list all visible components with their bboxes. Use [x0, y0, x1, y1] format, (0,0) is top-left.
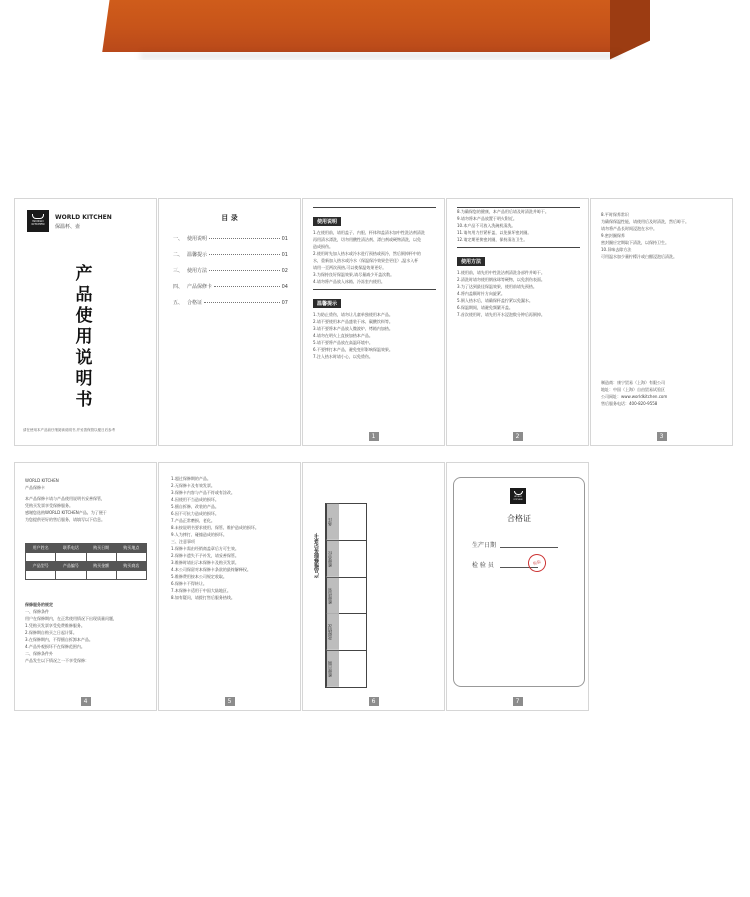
- toc-dots: [214, 286, 280, 287]
- toc-item-label: 使用说明: [187, 236, 208, 242]
- inspector-label: 检 验 员: [472, 562, 494, 569]
- text-line: 6.因不可抗力造成的损坏。: [171, 511, 219, 516]
- text-line: 4.请勿将产品放入冰箱、冷冻室内使用。: [313, 279, 385, 284]
- toc-item-number: 三、: [173, 268, 184, 274]
- text-line: 7.注入热水时请小心，以免烫伤。: [313, 354, 373, 359]
- record-label: 备注: [326, 504, 339, 540]
- section-header-usage: 使用说明: [313, 217, 341, 226]
- method-text: [457, 269, 580, 318]
- page-number: 2: [513, 432, 523, 441]
- warranty-intro: [25, 495, 148, 523]
- production-date-label: 生产日期: [472, 542, 497, 549]
- table-header-cell: 联系电话: [56, 544, 86, 553]
- cover-footer-note: 请在使用本产品前仔细阅读说明书,并妥善保管以便日后参考: [23, 428, 116, 432]
- text-line: 7.产品正常磨损、老化。: [171, 518, 215, 523]
- title-char: 书: [75, 390, 93, 410]
- usage-text: [313, 229, 436, 285]
- toc-list: [173, 235, 288, 315]
- warranty-title: 产品保修卡: [25, 485, 45, 490]
- record-row: [326, 651, 366, 687]
- toc-item-label: 使用方法: [187, 268, 208, 274]
- text-line: 10.本产品不可放入洗碗机清洗。: [457, 223, 516, 228]
- text-line: 1.凭购买发票享受免费维修服务。: [25, 623, 85, 628]
- record-row: [326, 614, 366, 651]
- conditions-page: [158, 462, 301, 711]
- text-line: 4.产品外观损坏不在保修范围内。: [25, 644, 85, 649]
- toc-item[interactable]: [173, 299, 288, 306]
- product-box-image: [0, 0, 750, 60]
- text-line: 8.为确保您的健康，本产品用后请及时清洗并晾干。: [457, 209, 549, 214]
- text-line: 6.不要摔打本产品，避免变形影响保温效果。: [313, 347, 393, 352]
- repair-record-table: [325, 503, 367, 688]
- text-line: 1.超过保修期的产品。: [171, 476, 211, 481]
- repair-record-page: [302, 462, 445, 711]
- text-line: 3.为保持良好保温效果,请尽量减少开盖次数。: [313, 272, 395, 277]
- brand-name-cn: 保温杯、壶: [55, 224, 81, 230]
- toc-item[interactable]: [173, 267, 288, 274]
- record-row: [326, 504, 366, 541]
- company-website: 公司网址：www.worldkitchen.com: [601, 394, 668, 399]
- text-line: 11.请勿用力拧紧杯盖，以免损坏密封圈。: [457, 230, 532, 235]
- warranty-info-table: [25, 543, 147, 580]
- title-char: 使: [75, 306, 93, 326]
- text-line: 2.使用时先加入热水或冷水进行预热或预冷，然后倒掉杯中的: [313, 251, 421, 256]
- service-hotline: 售后服务电话：400-820-9558: [601, 401, 658, 406]
- text-line: 5.维修费用按本公司规定收取。: [171, 574, 227, 579]
- care-page: [590, 198, 733, 446]
- text-line: 6.保修卡不得转让。: [171, 581, 207, 586]
- certificate-card: [453, 477, 585, 687]
- record-row: [326, 541, 366, 578]
- text-line: 可用温水加少量柠檬汁或白醋浸泡后清洗。: [601, 254, 677, 259]
- toc-item[interactable]: [173, 235, 288, 242]
- production-date-field: [500, 547, 558, 548]
- conditions-text: [171, 475, 292, 601]
- manual-title: [72, 264, 96, 411]
- table-header-cell: 产品编号: [56, 562, 86, 571]
- text-line: 感谢您选购WORLD KITCHEN产品。为了便于: [25, 510, 107, 515]
- toc-item-page: 01: [281, 252, 288, 258]
- text-line: 1.保修卡需由经销商盖章后方可生效。: [171, 546, 239, 551]
- toc-dots: [209, 238, 280, 239]
- toc-item[interactable]: [173, 251, 288, 258]
- title-char: 品: [75, 285, 93, 305]
- text-line: 5.擅自拆修、改装的产品。: [171, 504, 219, 509]
- text-line: 9.人为摔打、碰撞造成的损坏。: [171, 532, 227, 537]
- instructions-page: [302, 198, 445, 446]
- text-line: 1.在使用前，请用盖子、内胆、杯体和盖清水加中性洗洁剂清洗: [313, 230, 425, 235]
- toc-item-page: 01: [281, 236, 288, 242]
- toc-item-label: 合格证: [187, 300, 203, 306]
- warranty-page: [14, 462, 157, 711]
- cup-icon: [514, 491, 523, 495]
- toc-item-page: 07: [281, 300, 288, 306]
- text-line: 6.保温期间，请避免频繁开盖。: [457, 305, 513, 310]
- text-line: 产品发生以下情况之一不享受保修：: [25, 658, 89, 663]
- toc-item-page: 04: [281, 284, 288, 290]
- toc-heading: 目 录: [221, 214, 238, 222]
- table-header-cell: 用户姓名: [26, 544, 56, 553]
- title-char: 说: [75, 348, 93, 368]
- text-line: 4.请勿在明火上直接加热本产品。: [313, 333, 373, 338]
- text-line: 8.如有疑问，请拨打售后服务热线。: [171, 595, 235, 600]
- text-line: 再用清水漂洗，切勿用酸性清洁剂、漂白剂或硬物清洗，以免: [313, 237, 421, 242]
- text-line: 造成损伤。: [313, 244, 333, 249]
- inspection-stamp: 检验: [525, 551, 548, 574]
- tips-text: [313, 311, 436, 360]
- record-label: 维修单位: [326, 541, 339, 577]
- text-line: 9.请勿将本产品放置于明火附近。: [457, 216, 517, 221]
- text-line: 请用一至两次预热,可以使保温效果更好。: [313, 265, 387, 270]
- text-line: 1.使用前，请先用中性洗洁剂清洗各部件并晾干。: [457, 270, 545, 275]
- toc-item-number: 一、: [173, 236, 184, 242]
- text-line: 7.本保修卡适用于中国大陆地区。: [171, 588, 231, 593]
- table-header-cell: 购买日期: [86, 544, 116, 553]
- text-line: 8.平时保养常识: [601, 212, 629, 217]
- toc-item-number: 二、: [173, 252, 184, 258]
- text-line: 3.保修卡内容与产品不符或有涂改。: [171, 490, 235, 495]
- toc-item-number: 四、: [173, 284, 184, 290]
- text-line: 7.首次使用时，请先用开水浸泡数分钟后再倒掉。: [457, 312, 545, 317]
- text-line: 用户在保修期内，在正常使用情况下出现质量问题，: [25, 616, 117, 621]
- page-number: 7: [513, 697, 523, 706]
- toc-item[interactable]: [173, 283, 288, 290]
- text-line: 2.保修卡遗失不予补发，请妥善保管。: [171, 553, 239, 558]
- text-line: 5.请不要将产品放在高温环境中。: [313, 340, 373, 345]
- warranty-rules-title: 保修服务的规定: [25, 602, 53, 607]
- title-char: 用: [75, 327, 93, 347]
- text-line: 1.为防止烫伤，请勿让儿童单独使用本产品。: [313, 312, 393, 317]
- company-name: 制造商：康宁贸易（上海）有限公司: [601, 380, 665, 385]
- title-char: 产: [75, 264, 93, 284]
- record-row: [326, 578, 366, 615]
- care-text: [601, 211, 724, 260]
- text-line: 凭购买发票享受保修服务。: [25, 503, 73, 508]
- section-header-method: 使用方法: [457, 257, 485, 266]
- text-line: 水，重新加入热水或冷水（保温保冷效果会更佳）,温水入杯: [313, 258, 419, 263]
- text-line: 12.请定期更换密封圈，保持清洁卫生。: [457, 237, 528, 242]
- record-label: 维修结果: [326, 578, 339, 614]
- method-page: [446, 198, 589, 446]
- page-number: 5: [225, 697, 235, 706]
- toc-dots: [209, 270, 280, 271]
- toc-dots: [209, 254, 280, 255]
- text-line: 8.未按说明书要求使用、保管、维护造成的损坏。: [171, 525, 259, 530]
- method-top-text: [457, 208, 580, 243]
- record-label: 维修日期: [326, 651, 339, 687]
- record-label: 故障情况: [326, 614, 339, 650]
- text-line: 3.维修时请出示本保修卡及购买发票。: [171, 560, 239, 565]
- toc-item-page: 02: [281, 268, 288, 274]
- company-address: 地址：中国（上海）自由贸易试验区: [601, 387, 665, 392]
- brand-logo: WORLD KITCHEN: [27, 210, 49, 232]
- text-line: 5.倒入热水后，请确保杯盖拧紧以免漏水。: [457, 298, 533, 303]
- toc-item-label: 温馨提示: [187, 252, 208, 258]
- toc-dots: [204, 302, 280, 303]
- brand-name-en: WORLD KITCHEN: [55, 214, 112, 221]
- text-line: 2.无保修卡及有效发票。: [171, 483, 215, 488]
- warranty-brand: WORLD KITCHEN: [25, 478, 59, 483]
- page-number: 4: [81, 697, 91, 706]
- table-header-cell: 购买商店: [116, 562, 146, 571]
- text-line: 3.在保修期内，不得擅自拆卸本产品。: [25, 637, 93, 642]
- cover-page: [14, 198, 157, 446]
- text-line: 2.清洗时请勿使用钢丝球等硬物，以免刮伤表面。: [457, 277, 545, 282]
- toc-page: [158, 198, 301, 446]
- repair-record-title: 产品维修服务记录卡: [314, 533, 320, 578]
- page-number: 1: [369, 432, 379, 441]
- table-header-cell: 购买金额: [86, 562, 116, 571]
- text-line: 4.因使用不当造成的损坏。: [171, 497, 219, 502]
- text-line: 二、保修条件外: [25, 651, 53, 656]
- text-line: 为您提供更好的售后服务，请填写以下信息。: [25, 517, 105, 522]
- text-line: 3.为了达到最佳保温效果，使用前请先预热。: [457, 284, 537, 289]
- warranty-rules-text: [25, 608, 150, 664]
- text-line: 密封圈应定期取下清洗，以保持卫生。: [601, 240, 669, 245]
- text-line: 本产品保修卡请与产品使用说明书妥善保管，: [25, 496, 105, 501]
- certificate-page: [446, 462, 589, 711]
- text-line: 4.将内盖顺时针方向旋紧。: [457, 291, 505, 296]
- text-line: 请勿将产品长时间浸泡在水中。: [601, 226, 657, 231]
- text-line: 4.本公司保留对本保修卡条款的最终解释权。: [171, 567, 251, 572]
- page-number: 6: [369, 697, 379, 706]
- text-line: 为确保保温性能，请使用后及时清洗，然后晾干。: [601, 219, 689, 224]
- certificate-logo: WORLD KITCHEN: [510, 488, 526, 504]
- text-line: 9.密封圈保养: [601, 233, 625, 238]
- page-number: 3: [657, 432, 667, 441]
- table-header-cell: 购买地点: [116, 544, 146, 553]
- title-char: 明: [75, 369, 93, 389]
- text-line: 3.请不要将本产品放入微波炉、烤箱内加热。: [313, 326, 393, 331]
- text-line: 三、注意事项: [171, 539, 195, 544]
- toc-item-number: 五、: [173, 300, 184, 306]
- text-line: 10.异味去除方法: [601, 247, 632, 252]
- text-line: 2.保修期自购买之日起计算。: [25, 630, 77, 635]
- toc-item-label: 产品保修卡: [187, 284, 213, 290]
- table-header-cell: 产品型号: [26, 562, 56, 571]
- section-header-tips: 温馨提示: [313, 299, 341, 308]
- text-line: 一、保修条件: [25, 609, 49, 614]
- text-line: 2.请不要使用本产品盛装干冰、碳酸饮料等。: [313, 319, 393, 324]
- certificate-title: 合格证: [507, 514, 531, 523]
